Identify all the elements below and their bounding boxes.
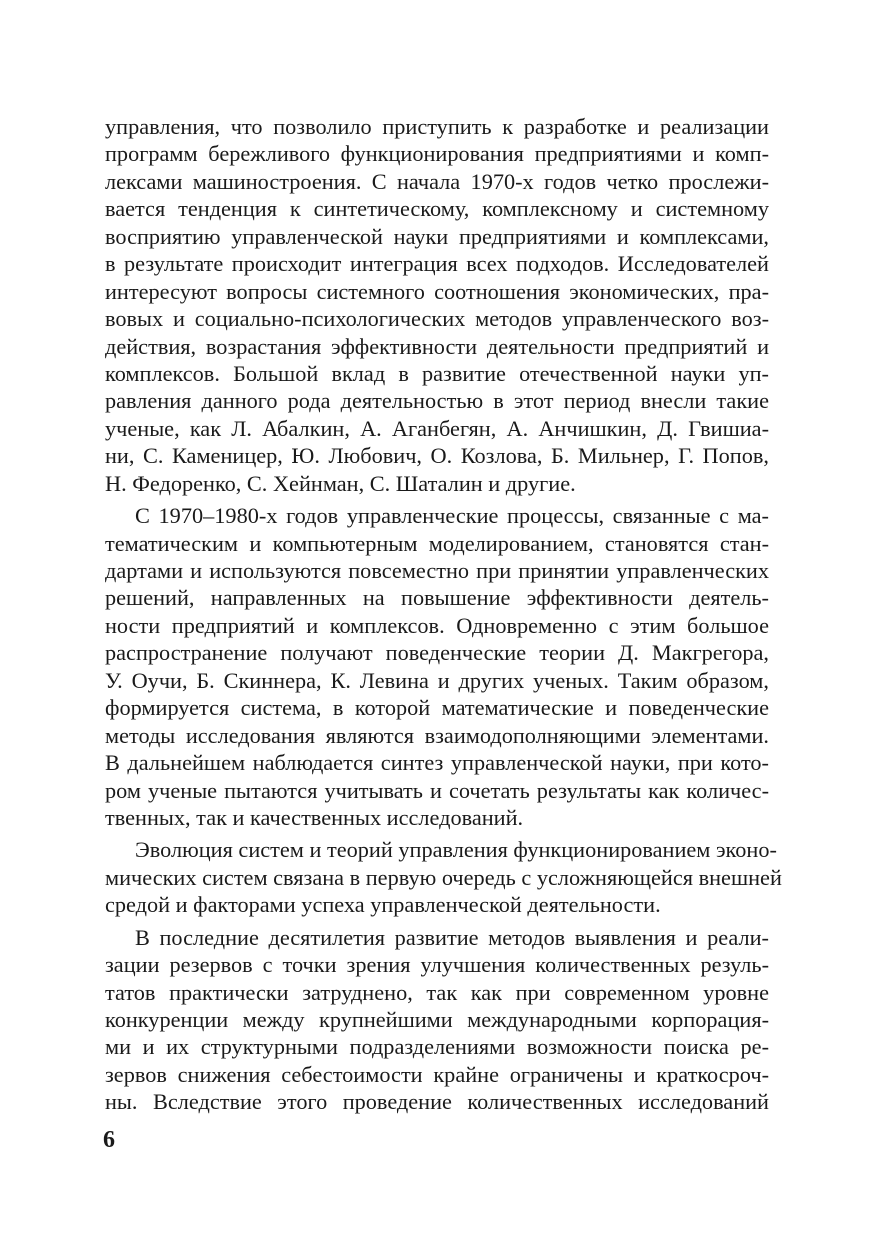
text-line: зервов снижения себестоимости крайне ограничены и краткосроч-	[105, 1061, 769, 1087]
text-line: средой и факторами успеха управленческой деятельности.	[105, 892, 661, 918]
text-line: восприятию управленческой науки предприятиями и комплексами,	[105, 223, 769, 249]
paragraph	[105, 924, 769, 1116]
text-line: методы исследования являются взаимодополняющими элементами.	[105, 722, 769, 748]
text-line: В последние десятилетия развитие методов выявления и реали-	[135, 924, 769, 950]
body-text	[105, 113, 782, 1116]
text-line: С 1970–1980-х годов управленческие процессы, связанные с ма-	[135, 503, 769, 529]
text-line: распространение получают поведенческие теории Д. Макгрегора,	[105, 640, 769, 666]
text-line: ми и их структурными подразделениями возможности поиска ре-	[105, 1034, 769, 1060]
text-line: твенных, так и качественных исследований.	[105, 804, 524, 830]
text-line: ни, С. Каменицер, Ю. Любович, О. Козлова, Б. Мильнер, Г. Попов,	[105, 443, 769, 469]
text-line: У. Оучи, Б. Скиннера, К. Левина и других ученых. Таким образом,	[105, 667, 769, 693]
text-line: формируется система, в которой математические и поведенческие	[105, 695, 769, 721]
text-line: комплексов. Большой вклад в развитие отечественной науки уп-	[105, 360, 769, 386]
text-line: в результате происходит интеграция всех подходов. Исследователей	[105, 251, 769, 277]
text-line: Эволюция систем и теорий управления функционированием эконо-	[135, 837, 777, 863]
text-line: действия, возрастания эффективности деятельности предприятий и	[105, 333, 769, 359]
text-line: ученые, как Л. Абалкин, А. Аганбегян, А. Анчишкин, Д. Гвишиа-	[105, 415, 769, 441]
text-line: конкуренции между крупнейшими международными корпорация-	[105, 1007, 769, 1032]
paragraph	[105, 836, 782, 918]
text-line: В дальнейшем наблюдается синтез управленческой науки, при кото-	[105, 750, 769, 776]
text-line: ром ученые пытаются учитывать и сочетать результаты как количес-	[105, 777, 769, 803]
text-line: программ бережливого функционирования предприятиями и комп-	[105, 141, 769, 167]
text-line: управления, что позволило приступить к разработке и реализации	[105, 114, 769, 139]
text-line: тематическим и компьютерным моделированием, становятся стан-	[105, 530, 769, 556]
text-line: татов практически затруднено, так как при современном уровне	[105, 979, 769, 1005]
text-line: интересуют вопросы системного соотношения экономических, пра-	[105, 278, 769, 304]
text-line: зации резервов с точки зрения улучшения количественных резуль-	[105, 952, 769, 978]
text-line: решений, направленных на повышение эффективности деятель-	[105, 585, 769, 611]
text-line: дартами и используются повсеместно при принятии управленческих	[105, 558, 769, 583]
text-line: вается тенденция к синтетическому, комплексному и системному	[105, 196, 769, 222]
text-line: равления данного рода деятельностью в этот период внесли такие	[105, 388, 769, 414]
text-line: ны. Вследствие этого проведение количественных исследований	[105, 1089, 769, 1115]
text-line: вовых и социально-психологических методов управленческого воз-	[105, 306, 769, 332]
paragraph	[105, 113, 769, 497]
page-number: 6	[103, 1127, 115, 1153]
paragraph	[105, 502, 769, 831]
text-line: ности предприятий и комплексов. Одновременно с этим большое	[105, 612, 769, 638]
text-line: лексами машиностроения. С начала 1970-х годов четко прослежи-	[105, 168, 769, 194]
text-line: мических систем связана в первую очередь с усложняющейся внешней	[105, 864, 782, 890]
text-line: Н. Федоренко, С. Хейнман, С. Шаталин и другие.	[105, 470, 576, 496]
